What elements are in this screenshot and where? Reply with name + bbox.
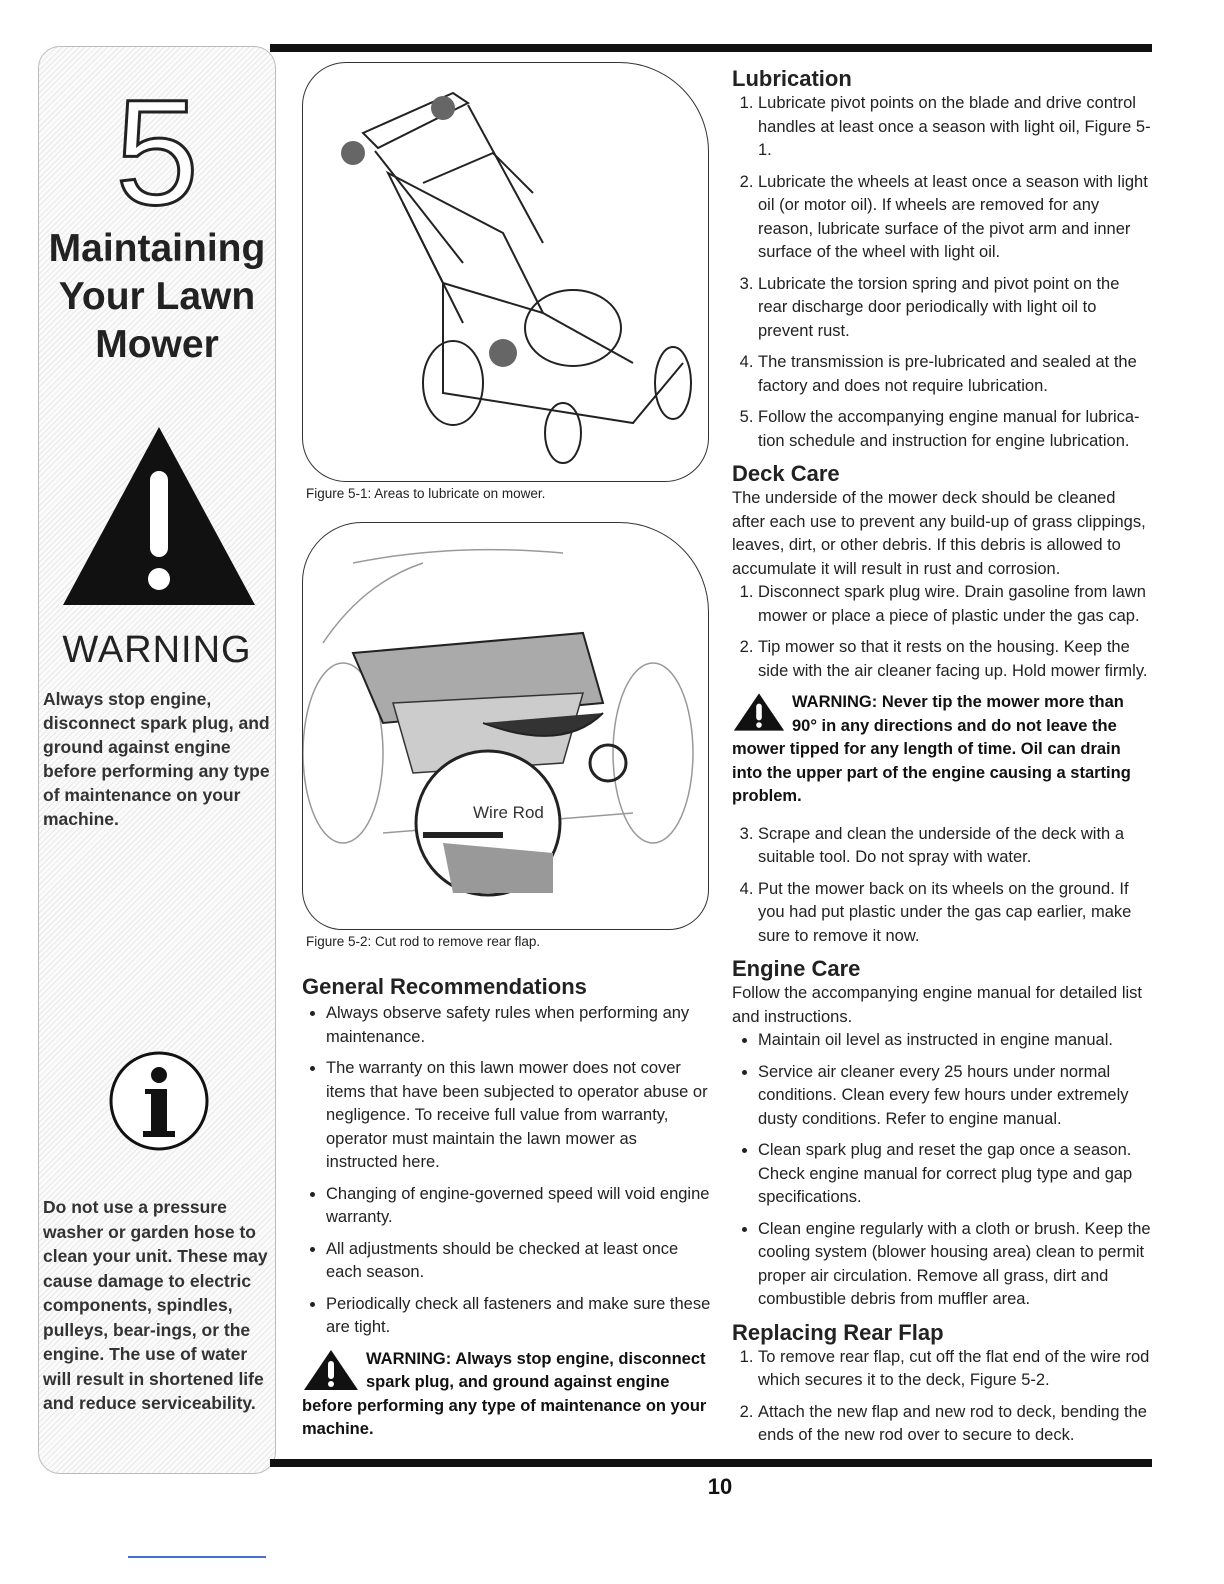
flap-list <box>732 1346 1152 1448</box>
list-item: 3. Scrape and clean the underside of the deck with a suitable tool. Do not spray with water. <box>758 823 1152 870</box>
list-item: 3. Lubricate the torsion spring and pivot point on the rear discharge door periodically with light oil to prevent rust. <box>758 273 1152 344</box>
list-item: • Changing of engine-governed speed will void engine warranty. <box>326 1183 712 1230</box>
chapter-sidebar <box>38 46 276 1474</box>
general-recommendations <box>302 974 712 1442</box>
list-item: • Clean spark plug and reset the gap once a season. Check engine manual for correct plug type and gap specifications. <box>758 1139 1152 1210</box>
bottom-rule <box>270 1459 1152 1467</box>
section-intro: The underside of the mower deck should be cleaned after each use to prevent any build-up of grass clippings, leaves, dirt, or other debris. If this debris is allowed to accumulate it will result in rust and corrosion. <box>732 489 1146 578</box>
chapter-title-line: Your Lawn <box>58 275 256 318</box>
lawn-mower-illustration <box>303 63 708 481</box>
list-item: 1. Lubricate pivot points on the blade and drive control handles at least once a season with light oil, Figure 5-1. <box>758 92 1152 163</box>
figure-caption: Figure 5-1: Areas to lubricate on mower. <box>306 486 546 501</box>
list-item: • Service air cleaner every 25 hours under normal conditions. Clean every few hours under extremely dusty conditions. Refer to engine manual. <box>758 1061 1152 1132</box>
engine-list <box>732 1029 1152 1312</box>
list-item: • Periodically check all fasteners and make sure these are tight. <box>326 1293 712 1340</box>
list-item: 1. Disconnect spark plug wire. Drain gasoline from lawn mower or place a piece of plastic under the gas cap. <box>758 581 1152 628</box>
section-heading: General Recommendations <box>302 974 587 999</box>
general-warning <box>302 1348 712 1442</box>
warning-text: Always stop engine, disconnect spark plug, and ground against engine before performing any type of maintenance on your machine. <box>43 689 270 829</box>
warning-triangle-icon <box>59 419 259 609</box>
chapter-title-line: Mower <box>95 323 219 366</box>
deck-warning <box>732 691 1152 809</box>
warning-triangle-icon <box>302 1348 360 1392</box>
list-item: • All adjustments should be checked at least once each season. <box>326 1238 712 1285</box>
info-icon <box>107 1049 211 1153</box>
wire-rod-label: Wire Rod <box>473 803 544 822</box>
page-number: 10 <box>707 1474 733 1499</box>
deck-list-b <box>732 823 1152 949</box>
footer-link-line <box>128 1556 266 1558</box>
warning-text: WARNING: Never tip the mower more than 90° in any directions and do not leave the mower tipped for any length of time. Oil can drain into the upper part of the engine causing a starting problem. <box>732 693 1131 805</box>
figure-caption: Figure 5-2: Cut rod to remove rear flap. <box>306 934 541 949</box>
info-text: Do not use a pressure washer or garden hose to clean your unit. These may cause damage to electric components, spindles, pulleys, bear-ings, or the engine. The use of water will result in shortened life and reduce serviceability. <box>43 1197 268 1413</box>
rear-flap-illustration <box>303 523 708 929</box>
section-heading: Deck Care <box>732 461 840 486</box>
general-list <box>302 1002 712 1340</box>
figure-rear-flap <box>302 522 709 930</box>
warning-heading: WARNING <box>62 629 252 671</box>
list-item: 2. Lubricate the wheels at least once a season with light oil (or motor oil). If wheels are removed for any reason, lubricate surface of the pivot arm and inner surface of the wheel with light oil. <box>758 171 1152 265</box>
list-item: • The warranty on this lawn mower does not cover items that have been subjected to operator abuse or negligence. To receive full value from warranty, operator must maintain the lawn mower as instructed here. <box>326 1057 712 1175</box>
top-rule <box>270 44 1152 52</box>
section-heading: Engine Care <box>732 956 861 981</box>
right-column <box>732 66 1152 1456</box>
deck-list-a <box>732 581 1152 683</box>
list-item: 4. The transmission is pre-lubricated and sealed at the factory and does not require lubrication. <box>758 351 1152 398</box>
list-item: 5. Follow the accompanying engine manual for lubrica-tion schedule and instruction for engine lubrication. <box>758 406 1152 453</box>
section-heading: Lubrication <box>732 66 852 91</box>
figure-lubrication-points <box>302 62 709 482</box>
chapter-title-line: Maintaining <box>48 227 266 270</box>
list-item: • Always observe safety rules when performing any maintenance. <box>326 1002 712 1049</box>
warning-text: WARNING: Always stop engine, disconnect spark plug, and ground against engine before performing any type of maintenance on your machine. <box>302 1349 707 1438</box>
chapter-number: 5 <box>115 68 199 236</box>
chapter-title <box>39 225 275 369</box>
section-intro: Follow the accompanying engine manual for detailed list and instructions. <box>732 984 1142 1026</box>
section-heading: Replacing Rear Flap <box>732 1319 944 1345</box>
list-item: 2. Attach the new flap and new rod to deck, bending the ends of the new rod over to secure to deck. <box>758 1401 1152 1448</box>
list-item: 2. Tip mower so that it rests on the housing. Keep the side with the air cleaner facing up. Hold mower firmly. <box>758 636 1152 683</box>
warning-triangle-icon <box>732 691 786 733</box>
lubrication-list <box>732 92 1152 453</box>
list-item: 4. Put the mower back on its wheels on the ground. If you had put plastic under the gas cap earlier, make sure to remove it now. <box>758 878 1152 949</box>
list-item: • Clean engine regularly with a cloth or brush. Keep the cooling system (blower housing area) clean to permit proper air circulation. Remove all grass, dirt and combustible debris from muffler area. <box>758 1218 1152 1312</box>
list-item: 1. To remove rear flap, cut off the flat end of the wire rod which secures it to the deck, Figure 5-2. <box>758 1346 1152 1393</box>
list-item: • Maintain oil level as instructed in engine manual. <box>758 1029 1152 1053</box>
